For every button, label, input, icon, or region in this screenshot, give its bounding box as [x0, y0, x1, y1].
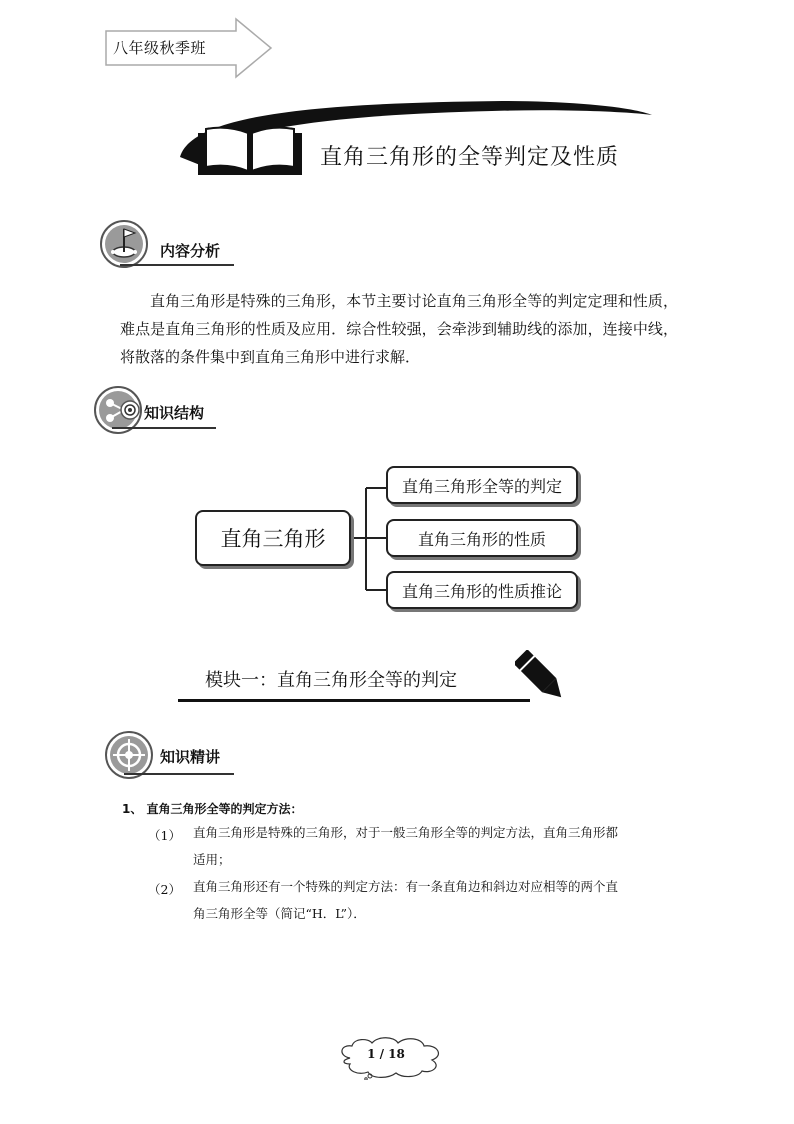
diagram-branch-node: 直角三角形的性质 — [386, 519, 578, 557]
diagram-branch-node: 直角三角形的性质推论 — [386, 571, 578, 609]
section-title-knowledge-structure: 知识结构 — [144, 404, 205, 422]
module-underline — [178, 699, 530, 702]
list-item-line: 直角三角形还有一个特殊的判定方法：有一条直角边和斜边对应相等的两个直 — [193, 879, 619, 894]
section-title-knowledge-lecture: 知识精讲 — [160, 748, 221, 766]
section-underline — [112, 427, 216, 429]
section-underline — [120, 264, 234, 266]
page-title: 直角三角形的全等判定及性质 — [320, 145, 620, 170]
list-item-number: （1） — [148, 828, 181, 843]
list-item-text — [193, 873, 693, 927]
method-heading: 1、 直角三角形全等的判定方法： — [122, 802, 303, 816]
diagram-connector — [350, 480, 390, 592]
pencil-icon — [515, 650, 565, 702]
list-item-line: 直角三角形是特殊的三角形，对于一般三角形全等的判定方法，直角三角形都 — [193, 825, 619, 840]
diagram-branch-node: 直角三角形全等的判定 — [386, 466, 578, 504]
list-item-number: （2） — [148, 882, 181, 897]
section-title-content-analysis: 内容分析 — [160, 242, 221, 260]
list-item-line: 适用； — [193, 852, 231, 867]
flag-target-icon — [98, 219, 160, 269]
module-title: 模块一：直角三角形全等的判定 — [205, 670, 457, 691]
content-analysis-paragraph: 直角三角形是特殊的三角形，本节主要讨论直角三角形全等的判定定理和性质，难点是直角三角形的性质及应用．综合性较强，会牵涉到辅助线的添加，连接中线，将散落的条件集中到直角三角形中进行求解． — [120, 292, 678, 366]
list-item-text — [193, 819, 693, 873]
page-number: 1 / 18 — [367, 1047, 405, 1061]
diagram-root-node: 直角三角形 — [195, 510, 351, 566]
grade-label: 八年级秋季班 — [113, 39, 207, 57]
section-underline — [124, 773, 234, 775]
list-item-line: 角三角形全等（简记“H．L”）． — [193, 906, 366, 921]
